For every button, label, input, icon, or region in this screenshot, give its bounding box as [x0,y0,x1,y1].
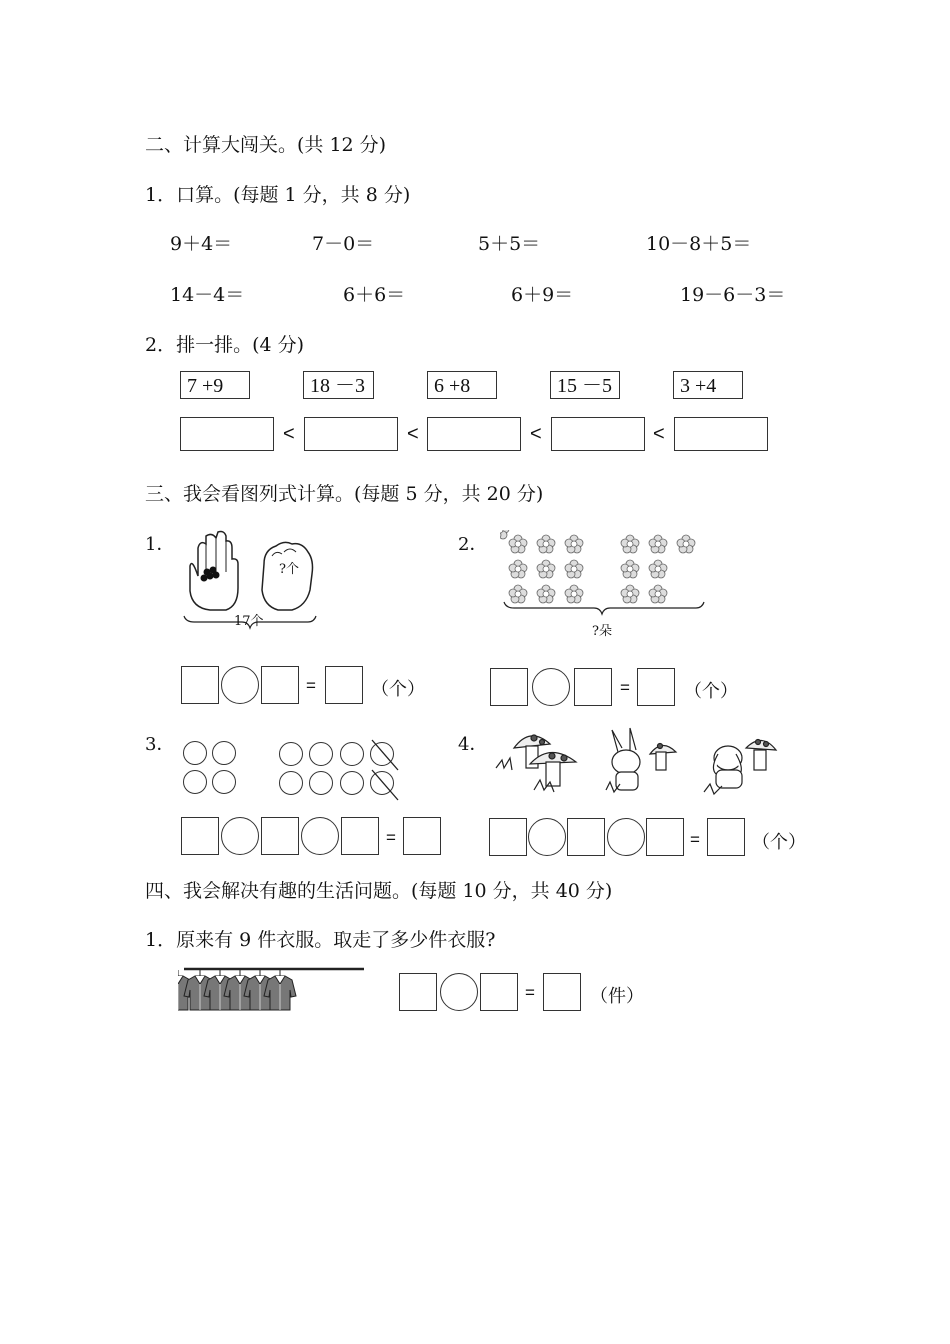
oral-calc-item: 10－8＋5＝ [646,233,752,255]
less-than-sign: < [530,423,542,445]
equals-sign: = [306,676,316,695]
oral-calc-item: 9＋4＝ [170,233,233,255]
expression-box: 3 +4 [673,371,743,399]
less-than-sign: < [283,423,295,445]
answer-square[interactable] [399,973,437,1011]
question-count-label: ?个 [279,562,299,577]
counting-circle [340,771,364,795]
flowers-picture [500,530,710,616]
counting-circle [279,771,303,795]
operator-circle[interactable] [607,818,645,856]
answer-square[interactable] [490,668,528,706]
mushroom-animals-picture [490,724,780,800]
less-than-sign: < [407,423,419,445]
answer-square[interactable] [637,668,675,706]
operator-circle[interactable] [221,666,259,704]
total-label: 17个 [234,614,264,629]
order-answer-box[interactable] [427,417,521,451]
oral-calc-item: 6＋9＝ [511,284,574,306]
unit-label: （个） [371,679,425,700]
section2-title: 二、计算大闯关。(共 12 分) [145,134,387,156]
counting-circle [309,742,333,766]
oral-calc-item: 7－0＝ [312,233,375,255]
order-answer-box[interactable] [674,417,768,451]
answer-square[interactable] [181,666,219,704]
answer-square[interactable] [543,973,581,1011]
total-label: ?朵 [592,624,612,639]
oral-calc-item: 19－6－3＝ [680,284,786,306]
counting-circle [279,742,303,766]
answer-square[interactable] [181,817,219,855]
equals-sign: = [690,830,700,849]
counting-circle [340,742,364,766]
counting-circle [212,741,236,765]
section3-title: 三、我会看图列式计算。(每题 5 分，共 20 分) [145,483,544,505]
item-number: 4． [458,734,488,755]
q1-title: 1．口算。(每题 1 分，共 8 分) [145,184,411,206]
equals-sign: = [386,828,396,847]
clothes-rack-picture [178,962,368,1020]
counting-circle [309,771,333,795]
unit-label: （个） [684,681,738,702]
cross-marks [366,736,402,802]
less-than-sign: < [653,423,665,445]
operator-circle[interactable] [221,817,259,855]
equals-sign: = [620,678,630,697]
order-answer-box[interactable] [180,417,274,451]
answer-square[interactable] [567,818,605,856]
section4-title: 四、我会解决有趣的生活问题。(每题 10 分，共 40 分) [145,880,613,902]
oral-calc-item: 6＋6＝ [343,284,406,306]
expression-box: 7 +9 [180,371,250,399]
answer-square[interactable] [261,817,299,855]
answer-square[interactable] [574,668,612,706]
expression-box: 6 +8 [427,371,497,399]
answer-square[interactable] [403,817,441,855]
answer-square[interactable] [325,666,363,704]
expression-box: 18 －3 [303,371,374,399]
order-answer-box[interactable] [551,417,645,451]
counting-circle [183,770,207,794]
operator-circle[interactable] [532,668,570,706]
answer-square[interactable] [341,817,379,855]
oral-calc-item: 5＋5＝ [478,233,541,255]
answer-square[interactable] [489,818,527,856]
operator-circle[interactable] [528,818,566,856]
order-answer-box[interactable] [304,417,398,451]
answer-square[interactable] [480,973,518,1011]
counting-circle [212,770,236,794]
answer-square[interactable] [707,818,745,856]
item-number: 1． [145,534,175,555]
counting-circle [183,741,207,765]
equals-sign: = [525,983,535,1002]
section4-question: 1．原来有 9 件衣服。取走了多少件衣服? [145,929,496,951]
item-number: 2． [458,534,488,555]
unit-label: （件） [590,986,644,1007]
item-number: 3． [145,734,175,755]
operator-circle[interactable] [301,817,339,855]
unit-label: （个） [752,832,806,853]
operator-circle[interactable] [440,973,478,1011]
q2-title: 2．排一排。(4 分) [145,334,305,356]
oral-calc-item: 14－4＝ [170,284,245,306]
answer-square[interactable] [646,818,684,856]
answer-square[interactable] [261,666,299,704]
expression-box: 15 －5 [550,371,620,399]
